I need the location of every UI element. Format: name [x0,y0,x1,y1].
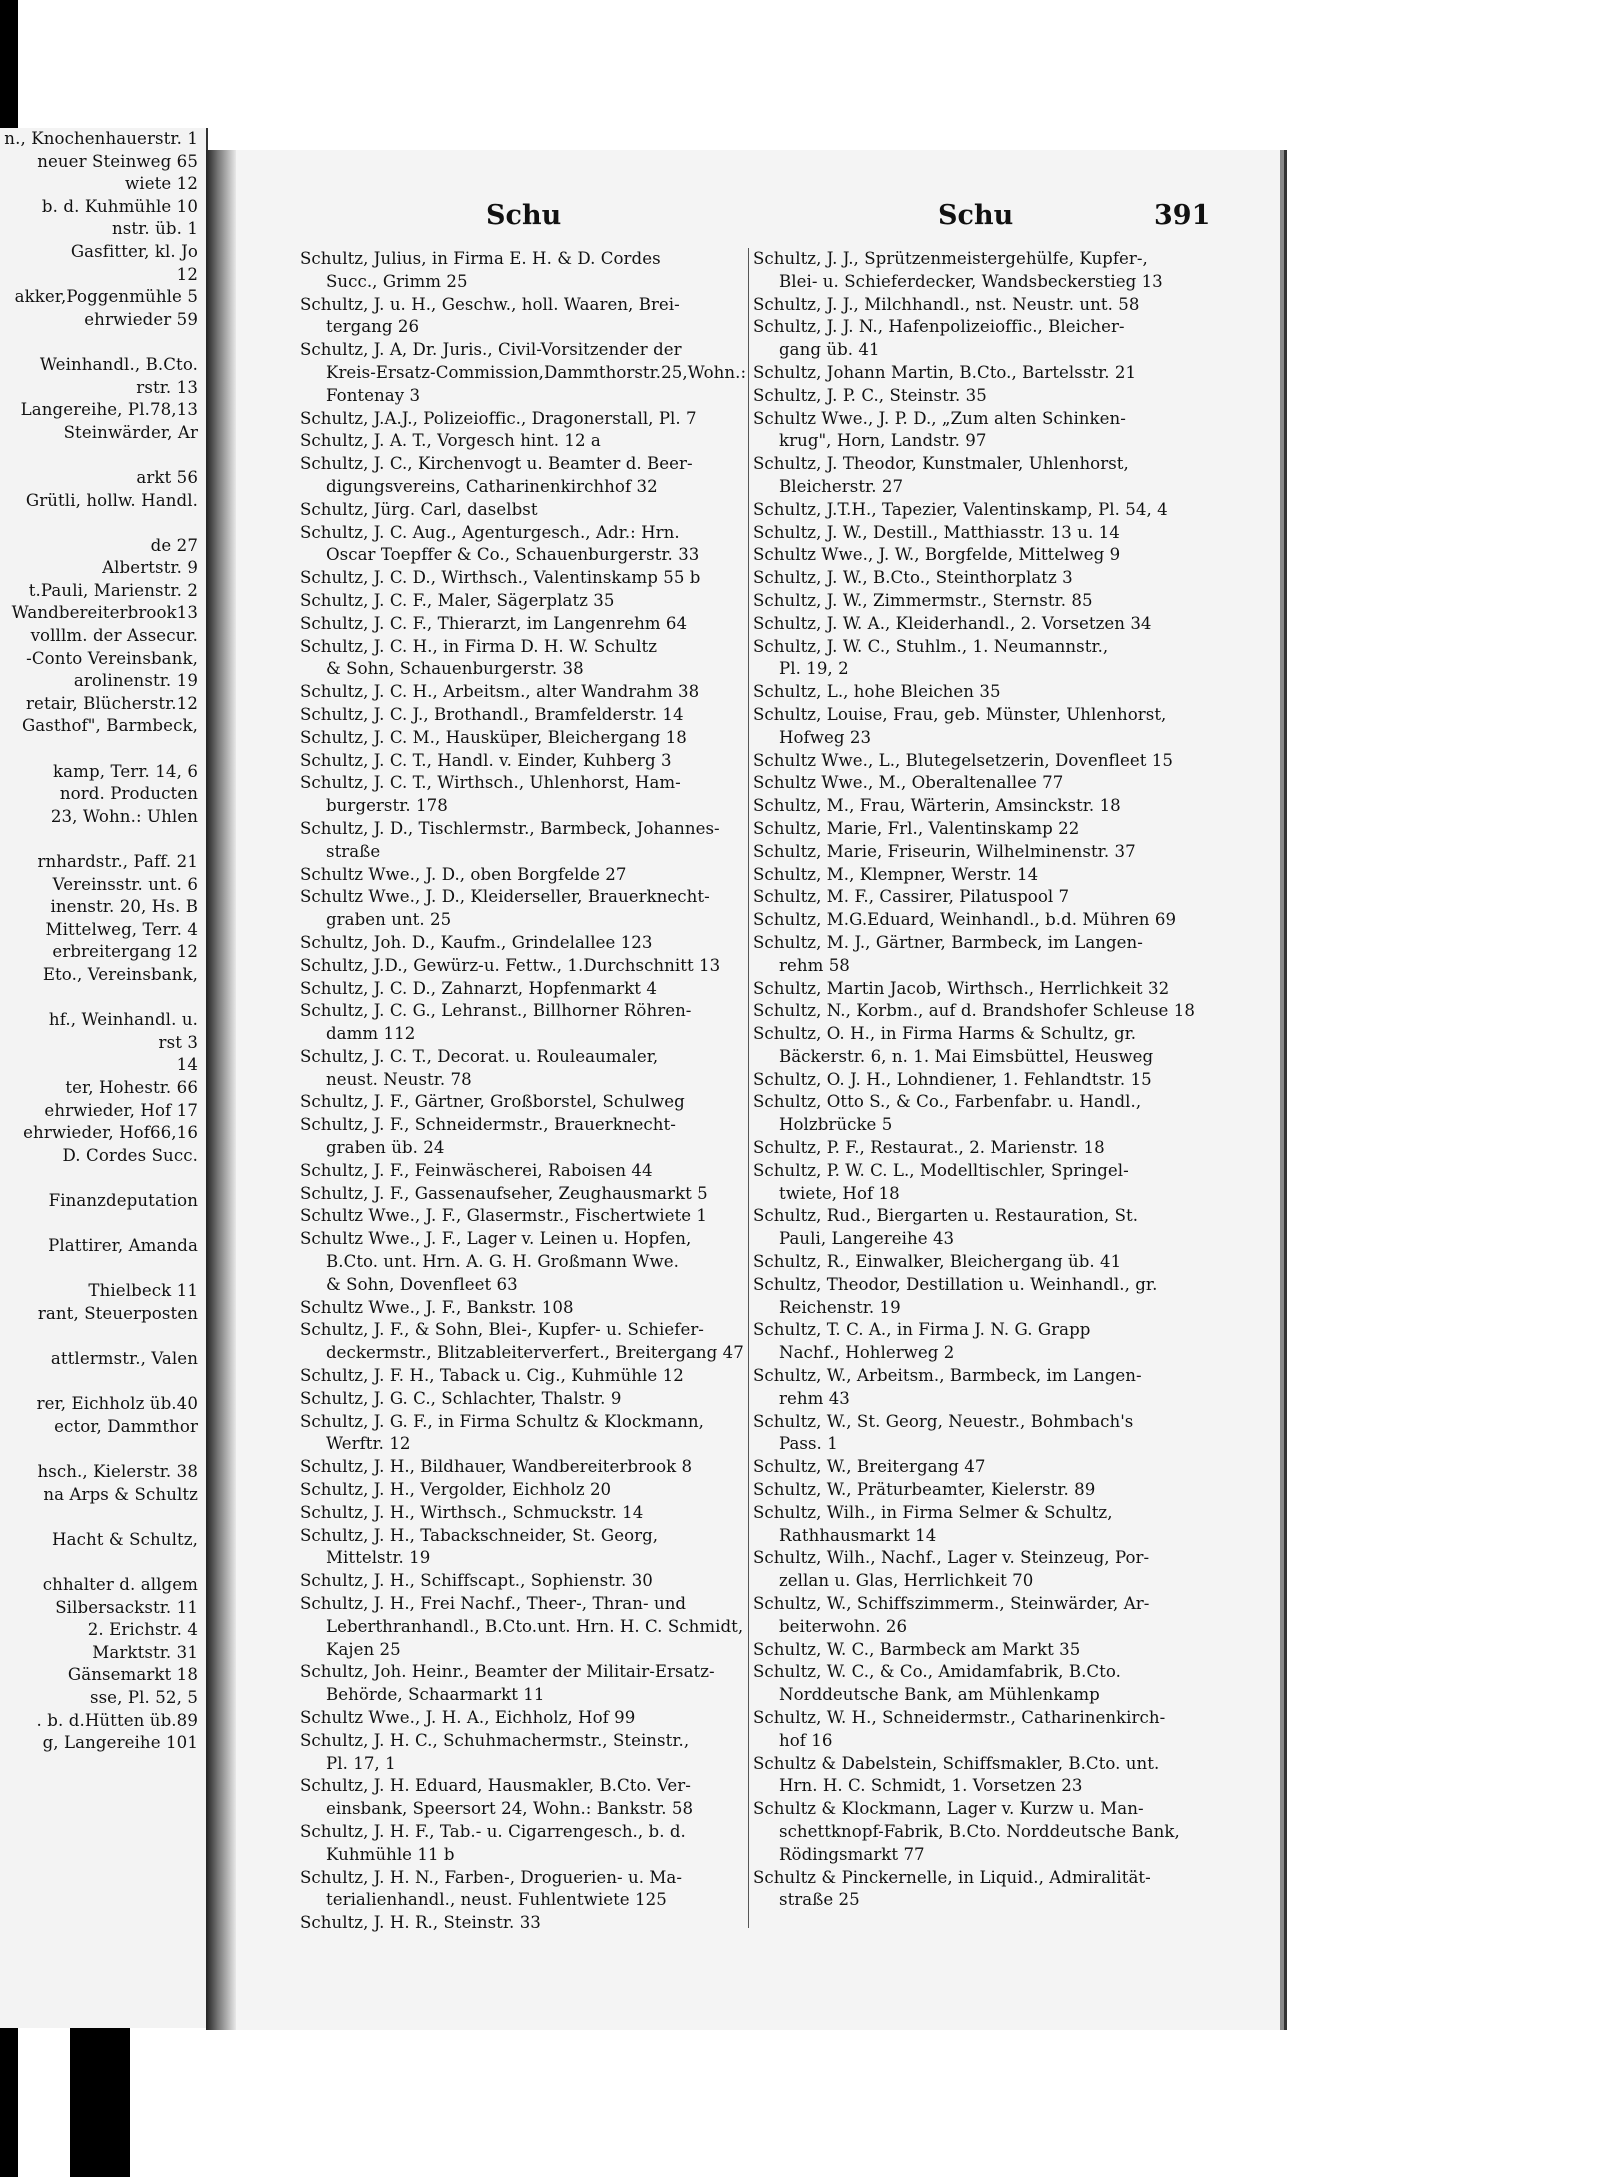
directory-entry-continuation: zellan u. Glas, Herrlichkeit 70 [779,1571,1034,1591]
page-number: 391 [1154,200,1211,231]
previous-page-line: Weinhandl., B.Cto. [39,354,198,374]
directory-entry: Schultz, J. H., Schiffscapt., Sophienstr. 30 [300,1571,653,1591]
previous-page-line: inenstr. 20, Hs. B [50,897,198,917]
directory-entry: Schultz, J.A.J., Polizeioffic., Dragonerstall, Pl. 7 [300,408,697,428]
previous-page-line: ehrwieder, Hof66,16 [23,1123,198,1143]
directory-entry: Schultz, J. F., Gärtner, Großborstel, Schulweg [300,1092,685,1112]
directory-entry: Schultz, J.T.H., Tapezier, Valentinskamp, Pl. 54, 4 [753,499,1168,519]
previous-page-line: Hacht & Schultz, [52,1529,198,1549]
directory-entry: Schultz, J. F., Schneidermstr., Brauerknecht- [300,1115,676,1135]
directory-entry-continuation: hof 16 [779,1730,833,1750]
previous-page-line [0,828,206,851]
previous-page-line: Silbersackstr. 11 [55,1597,198,1617]
directory-entry: Schultz, O. H., in Firma Harms & Schultz, gr. [753,1024,1137,1044]
directory-entry: Schultz, J. A. T., Vorgesch hint. 12 a [300,431,601,451]
directory-entry: Schultz, J. J., Milchhandl., nst. Neustr. unt. 58 [753,294,1140,314]
directory-entry: Schultz Wwe., J. F., Glasermstr., Fischertwiete 1 [300,1206,708,1226]
directory-entry: Schultz, J. W., Destill., Matthiasstr. 13 u. 14 [753,522,1120,542]
previous-page-line: Marktstr. 31 [92,1642,198,1662]
directory-entry: Schultz Wwe., J. F., Bankstr. 108 [300,1297,574,1317]
directory-entry: Schultz, J. H., Vergolder, Eichholz 20 [300,1480,612,1500]
previous-page-line [0,738,206,761]
directory-entry-continuation: Reichenstr. 19 [779,1297,901,1317]
previous-page-line [0,1325,206,1348]
previous-page-line: t.Pauli, Marienstr. 2 [28,580,198,600]
previous-page-line: nstr. üb. 1 [111,219,198,239]
directory-entry: Schultz, W. C., & Co., Amidamfabrik, B.Cto. [753,1662,1121,1682]
previous-page-line: Vereinsstr. unt. 6 [52,874,198,894]
directory-entry-continuation: Pl. 19, 2 [779,659,849,679]
directory-entry: Schultz, M., Klempner, Werstr. 14 [753,864,1039,884]
directory-entry: Schultz, J. H., Frei Nachf., Theer-, Thran- und [300,1594,687,1614]
binding-tape [70,2028,130,2177]
directory-entry: Schultz, J. W., B.Cto., Steinthorplatz 3 [753,568,1073,588]
previous-page-line: Finanzdeputation [48,1190,198,1210]
directory-entry-continuation: Fontenay 3 [326,385,421,405]
directory-entry: Schultz, W. H., Schneidermstr., Catharinenkirch- [753,1708,1166,1727]
previous-page-line: Langereihe, Pl.78,13 [20,400,198,420]
directory-entry: Schultz, L., hohe Bleichen 35 [753,682,1001,702]
directory-entry: Schultz, W. C., Barmbeck am Markt 35 [753,1639,1081,1659]
previous-page-line: g, Langereihe 101 [42,1733,198,1753]
directory-entry: Schultz, T. C. A., in Firma J. N. G. Grapp [753,1320,1091,1340]
directory-entry: Schultz, J. F. H., Taback u. Cig., Kuhmühle 12 [300,1366,684,1386]
directory-entry: Schultz, J. F., Feinwäscherei, Raboisen 44 [300,1160,653,1180]
directory-entry: Schultz, Louise, Frau, geb. Münster, Uhlenhorst, [753,704,1167,724]
directory-entry-continuation: gang üb. 41 [779,340,880,360]
directory-entry-continuation: Oscar Toepffer & Co., Schauenburgerstr. 33 [326,545,700,565]
previous-page-line [0,1551,206,1574]
directory-entry-continuation: rehm 43 [779,1388,850,1408]
directory-entry: Schultz Wwe., L., Blutegelsetzerin, Dovenfleet 15 [753,750,1174,770]
directory-entry-continuation: B.Cto. unt. Hrn. A. G. H. Großmann Wwe. [326,1252,679,1272]
directory-entry-continuation: beiterwohn. 26 [779,1616,908,1636]
previous-page-line: retair, Blücherstr.12 [26,693,198,713]
directory-entry: Schultz, J. H. N., Farben-, Droguerien- u. Ma- [300,1867,683,1887]
directory-entry: Schultz, J. C. F., Thierarzt, im Langenrehm 64 [300,613,688,633]
previous-page-line: ehrwieder, Hof 17 [44,1100,198,1120]
previous-page-line [0,987,206,1010]
directory-entry: Schultz, J.D., Gewürz-u. Fettw., 1.Durchschnitt 13 [300,955,721,975]
previous-page-line: rstr. 13 [136,377,198,397]
previous-page-line: n., Knochenhauerstr. 1 [4,129,198,148]
directory-entry-continuation: Leberthranhandl., B.Cto.unt. Hrn. H. C. Schmidt, [326,1616,744,1636]
previous-page-line: 14 [176,1055,198,1075]
directory-entry-continuation: graben üb. 24 [326,1138,445,1158]
directory-entry: Schultz, Joh. D., Kaufm., Grindelallee 123 [300,932,653,952]
previous-page-line: ter, Hohestr. 66 [65,1077,198,1097]
previous-page-line: Steinwärder, Ar [63,422,198,442]
column-divider [748,248,749,1928]
directory-entry-continuation: deckermstr., Blitzableiterverfert., Breitergang 47 [326,1343,744,1363]
page-header [236,200,1246,240]
previous-page-line: -Conto Vereinsbank, [26,648,198,668]
previous-page-line: kamp, Terr. 14, 6 [53,761,198,781]
directory-entry: Schultz, M. F., Cassirer, Pilatuspool 7 [753,887,1070,907]
directory-entry: Schultz, Rud., Biergarten u. Restauration, St. [753,1206,1139,1226]
previous-page-line: sse, Pl. 52, 5 [89,1687,198,1707]
book-fold [206,150,236,2030]
directory-entry: Schultz Wwe., M., Oberaltenallee 77 [753,773,1064,793]
directory-entry-continuation: Kreis-Ersatz-Commission,Dammthorstr.25,Wohn.: [326,362,747,382]
directory-entry-continuation: rehm 58 [779,955,850,975]
previous-page-line: rer, Eichholz üb.40 [36,1394,198,1414]
directory-entry: Schultz, J. W. A., Kleiderhandl., 2. Vorsetzen 34 [753,613,1152,633]
directory-entry: Schultz, J. P. C., Steinstr. 35 [753,385,987,405]
directory-entry-continuation: Nachf., Hohlerweg 2 [779,1343,955,1363]
directory-entry: Schultz, Theodor, Destillation u. Weinhandl., gr. [753,1274,1158,1294]
directory-entry: Schultz, J. C. T., Decorat. u. Rouleaumaler, [300,1046,659,1066]
directory-entry: Schultz, J. C. D., Zahnarzt, Hopfenmarkt 4 [300,978,657,998]
directory-entry: Schultz, J. H. R., Steinstr. 33 [300,1913,541,1933]
directory-entry-continuation: Behörde, Schaarmarkt 11 [326,1685,545,1705]
directory-entry-continuation: damm 112 [326,1024,416,1044]
directory-entry: Schultz, Wilh., Nachf., Lager v. Steinzeug, Por- [753,1548,1150,1568]
directory-entry-continuation: Hofweg 23 [779,727,872,747]
directory-entry: Schultz, J. u. H., Geschw., holl. Waaren, Brei- [300,294,680,314]
directory-entry-continuation: Hrn. H. C. Schmidt, 1. Vorsetzen 23 [779,1776,1083,1796]
directory-entry-continuation: Kajen 25 [326,1639,401,1659]
directory-entry: Schultz, J. C. T., Handl. v. Einder, Kuhberg 3 [300,750,672,770]
previous-page-line: Mittelweg, Terr. 4 [45,919,198,939]
directory-entry-continuation: straße [326,841,381,861]
running-head-left: Schu [486,200,562,231]
directory-entry: Schultz, J. G. C., Schlachter, Thalstr. 9 [300,1388,622,1408]
previous-page-line [0,1438,206,1461]
previous-page-line [0,512,206,535]
directory-entry: Schultz, J. G. F., in Firma Schultz & Klockmann, [300,1411,704,1431]
previous-page-line [0,331,206,354]
previous-page-line: volllm. der Assecur. [30,626,198,646]
directory-entry: Schultz, J. H. C., Schuhmachermstr., Steinstr., [300,1730,690,1750]
previous-page-line: Albertstr. 9 [102,558,198,578]
directory-entry-continuation: Pauli, Langereihe 43 [779,1229,955,1249]
previous-page-line: Thielbeck 11 [88,1281,198,1301]
previous-page-line: arkt 56 [136,467,198,487]
directory-entry: Schultz, W., Schiffszimmerm., Steinwärder, Ar- [753,1594,1150,1614]
directory-entry: Schultz, J. A, Dr. Juris., Civil-Vorsitzender der [300,340,682,360]
directory-entry: Schultz, N., Korbm., auf d. Brandshofer Schleuse 18 [753,1001,1195,1021]
previous-page-line: nord. Producten [59,784,198,804]
directory-entry-continuation: einsbank, Speersort 24, Wohn.: Bankstr. 58 [326,1799,694,1819]
directory-entry-continuation: & Sohn, Dovenfleet 63 [326,1274,518,1294]
directory-entry: Schultz, J. H., Tabackschneider, St. Georg, [300,1525,659,1545]
directory-entry: Schultz Wwe., J. D., oben Borgfelde 27 [300,864,627,884]
directory-entry: Schultz & Klockmann, Lager v. Kurzw u. Man- [753,1799,1144,1819]
directory-entry: Schultz, J. W., Zimmermstr., Sternstr. 85 [753,590,1093,610]
directory-entry-continuation: Norddeutsche Bank, am Mühlenkamp [779,1685,1100,1705]
previous-page-line: 2. Erichstr. 4 [87,1620,198,1640]
directory-entry: Schultz, M.G.Eduard, Weinhandl., b.d. Mühren 69 [753,910,1177,930]
directory-entry: Schultz, W., St. Georg, Neuestr., Bohmbach's [753,1411,1134,1431]
directory-entry: Schultz, J. J. N., Hafenpolizeioffic., Bleicher- [753,317,1125,337]
directory-entry: Schultz, Jürg. Carl, daselbst [300,499,538,519]
previous-page-line: de 27 [150,535,198,555]
directory-entry: Schultz, J. C. Aug., Agenturgesch., Adr.: Hrn. [300,522,680,542]
directory-entry: Schultz, J. C. D., Wirthsch., Valentinskamp 55 b [300,568,701,588]
directory-entry-continuation: Werftr. 12 [326,1434,411,1454]
previous-page-line: neuer Steinweg 65 [37,151,198,171]
previous-page-line [0,1506,206,1529]
previous-page-line: hf., Weinhandl. u. [48,1010,198,1030]
directory-column-left [300,248,752,1935]
directory-entry-continuation: Pass. 1 [779,1434,838,1454]
directory-entry-continuation: Mittelstr. 19 [326,1548,431,1568]
previous-page-line: . b. d.Hütten üb.89 [36,1710,198,1730]
directory-entry: Schultz, Marie, Frl., Valentinskamp 22 [753,818,1080,838]
previous-page-line: arolinenstr. 19 [73,671,198,691]
directory-entry-continuation: graben unt. 25 [326,910,452,930]
directory-entry-continuation: Rathhausmarkt 14 [779,1525,937,1545]
directory-entry: Schultz Wwe., J. P. D., „Zum alten Schinken- [753,408,1126,428]
directory-entry: Schultz, J. C. J., Brothandl., Bramfelderstr. 14 [300,704,684,724]
directory-entry: Schultz, Johann Martin, B.Cto., Bartelsstr. 21 [753,362,1137,382]
previous-page-line: Wandbereiterbrook13 [11,603,198,623]
directory-entry-continuation: schettknopf-Fabrik, B.Cto. Norddeutsche Bank, [779,1821,1180,1841]
directory-entry: Schultz, J. C. H., Arbeitsm., alter Wandrahm 38 [300,682,700,702]
directory-entry: Schultz, W., Arbeitsm., Barmbeck, im Langen- [753,1366,1142,1386]
directory-entry: Schultz, P. W. C. L., Modelltischler, Springel- [753,1160,1129,1180]
previous-page-line [0,1167,206,1190]
directory-entry-continuation: straße 25 [779,1890,860,1910]
previous-page-line [0,444,206,467]
previous-page-line: erbreitergang 12 [52,942,198,962]
directory-entry: Schultz, J. C. F., Maler, Sägerplatz 35 [300,590,615,610]
previous-page-line: b. d. Kuhmühle 10 [41,196,198,216]
directory-entry: Schultz Wwe., J. F., Lager v. Leinen u. Hopfen, [300,1229,692,1249]
directory-entry-continuation: tergang 26 [326,317,420,337]
previous-page-line: Gasthof", Barmbeck, [21,716,198,736]
previous-page-line: 12 [176,264,198,284]
directory-entry: Schultz, J. C. M., Hausküper, Bleichergang 18 [300,727,687,747]
previous-page-line: ehrwieder 59 [84,309,198,329]
directory-entry-continuation: Bleicherstr. 27 [779,476,904,496]
previous-page-line: rst 3 [158,1032,198,1052]
previous-page-line: rant, Steuerposten [37,1303,198,1323]
directory-entry: Schultz & Dabelstein, Schiffsmakler, B.Cto. unt. [753,1753,1160,1773]
directory-entry: Schultz, J. F., Gassenaufseher, Zeughausmarkt 5 [300,1183,708,1203]
directory-entry: Schultz, M. J., Gärtner, Barmbeck, im Langen- [753,932,1143,952]
directory-entry: Schultz, J. H., Wirthsch., Schmuckstr. 14 [300,1502,644,1522]
directory-entry: Schultz, J. Theodor, Kunstmaler, Uhlenhorst, [753,454,1129,474]
directory-entry: Schultz, Julius, in Firma E. H. & D. Cordes [300,249,661,268]
directory-entry-continuation: digungsvereins, Catharinenkirchhof 32 [326,476,658,496]
directory-entry: Schultz, J. C. T., Wirthsch., Uhlenhorst, Ham- [300,773,681,793]
previous-page-line: na Arps & Schultz [43,1484,198,1504]
directory-entry: Schultz, P. F., Restaurat., 2. Marienstr. 18 [753,1138,1105,1158]
directory-entry: Schultz, O. J. H., Lohndiener, 1. Fehlandtstr. 15 [753,1069,1152,1089]
previous-page-line [0,1371,206,1394]
directory-entry-continuation: neust. Neustr. 78 [326,1069,472,1089]
directory-entry-continuation: terialienhandl., neust. Fuhlentwiete 125 [326,1890,667,1910]
directory-entry-continuation: Pl. 17, 1 [326,1753,396,1773]
previous-page-line: hsch., Kielerstr. 38 [37,1462,198,1482]
directory-entry-continuation: Kuhmühle 11 b [326,1844,455,1864]
directory-entry: Schultz, J. H. F., Tab.- u. Cigarrengesch., b. d. [300,1821,686,1841]
previous-page-line: Gänsemarkt 18 [67,1665,198,1685]
directory-entry: Schultz, M., Frau, Wärterin, Amsinckstr. 18 [753,796,1121,816]
directory-entry: Schultz, Martin Jacob, Wirthsch., Herrlichkeit 32 [753,978,1170,998]
previous-page-fragment [0,128,208,2028]
directory-entry: Schultz Wwe., J. D., Kleiderseller, Brauerknecht- [300,887,710,907]
directory-entry: Schultz Wwe., J. H. A., Eichholz, Hof 99 [300,1708,636,1727]
previous-page-line: ector, Dammthor [54,1416,198,1436]
previous-page-line: chhalter d. allgem [42,1575,198,1594]
directory-entry: Schultz, J. H. Eduard, Hausmakler, B.Cto. Ver- [300,1776,691,1796]
directory-entry-continuation: Succ., Grimm 25 [326,271,468,291]
directory-entry: Schultz Wwe., J. W., Borgfelde, Mittelweg 9 [753,545,1121,565]
directory-entry: Schultz, W., Präturbeamter, Kielerstr. 89 [753,1480,1096,1500]
directory-entry: Schultz & Pinckernelle, in Liquid., Admiralität- [753,1867,1151,1887]
previous-page-line: akker,Poggenmühle 5 [14,287,198,307]
directory-entry-continuation: Holzbrücke 5 [779,1115,893,1135]
previous-page-line: Gasfitter, kl. Jo [70,241,198,261]
directory-entry-continuation: burgerstr. 178 [326,796,448,816]
directory-entry: Schultz, R., Einwalker, Bleichergang üb. 41 [753,1252,1122,1272]
previous-page-line: rnhardstr., Paff. 21 [37,852,198,871]
directory-entry: Schultz, J. J., Sprützenmeistergehülfe, Kupfer-, [753,249,1148,268]
directory-entry-continuation: krug", Horn, Landstr. 97 [779,431,987,451]
directory-entry: Schultz, J. C. H., in Firma D. H. W. Schultz [300,636,658,656]
directory-entry: Schultz, J. H., Bildhauer, Wandbereiterbrook 8 [300,1457,693,1477]
directory-entry: Schultz, W., Breitergang 47 [753,1457,986,1477]
directory-entry: Schultz, J. W. C., Stuhlm., 1. Neumannstr., [753,636,1109,656]
directory-entry: Schultz, Wilh., in Firma Selmer & Schultz, [753,1502,1113,1522]
directory-entry: Schultz, J. F., & Sohn, Blei-, Kupfer- u. Schiefer- [300,1320,704,1340]
previous-page-line: Plattirer, Amanda [48,1236,198,1256]
previous-page-line [0,1258,206,1281]
page-edge-right [1284,150,1287,2030]
previous-page-line: wiete 12 [124,174,198,194]
directory-entry: Schultz, J. C., Kirchenvogt u. Beamter d. Beer- [300,454,693,474]
directory-entry-continuation: Bäckerstr. 6, n. 1. Mai Eimsbüttel, Heusweg [779,1046,1154,1066]
directory-entry-continuation: twiete, Hof 18 [779,1183,900,1203]
directory-entry: Schultz, J. C. G., Lehranst., Billhorner Röhren- [300,1001,692,1021]
previous-page-line: attlermstr., Valen [50,1349,198,1369]
running-head-right: Schu [938,200,1014,231]
directory-column-right [753,248,1213,1912]
directory-entry-continuation: & Sohn, Schauenburgerstr. 38 [326,659,584,679]
directory-entry: Schultz, Marie, Friseurin, Wilhelminenstr. 37 [753,841,1136,861]
directory-entry: Schultz, Joh. Heinr., Beamter der Militair-Ersatz- [300,1662,715,1682]
previous-page-line: Eto., Vereinsbank, [42,964,198,984]
directory-entry-continuation: Rödingsmarkt 77 [779,1844,925,1864]
previous-page-line [0,1213,206,1236]
previous-page-line: 23, Wohn.: Uhlen [50,806,198,826]
directory-entry: Schultz, J. D., Tischlermstr., Barmbeck, Johannes- [300,818,720,838]
previous-page-line: D. Cordes Succ. [62,1145,198,1165]
directory-entry: Schultz, Otto S., & Co., Farbenfabr. u. Handl., [753,1092,1142,1112]
directory-entry-continuation: Blei- u. Schieferdecker, Wandsbeckerstieg 13 [779,271,1163,291]
previous-page-line: Grütli, hollw. Handl. [25,490,198,510]
